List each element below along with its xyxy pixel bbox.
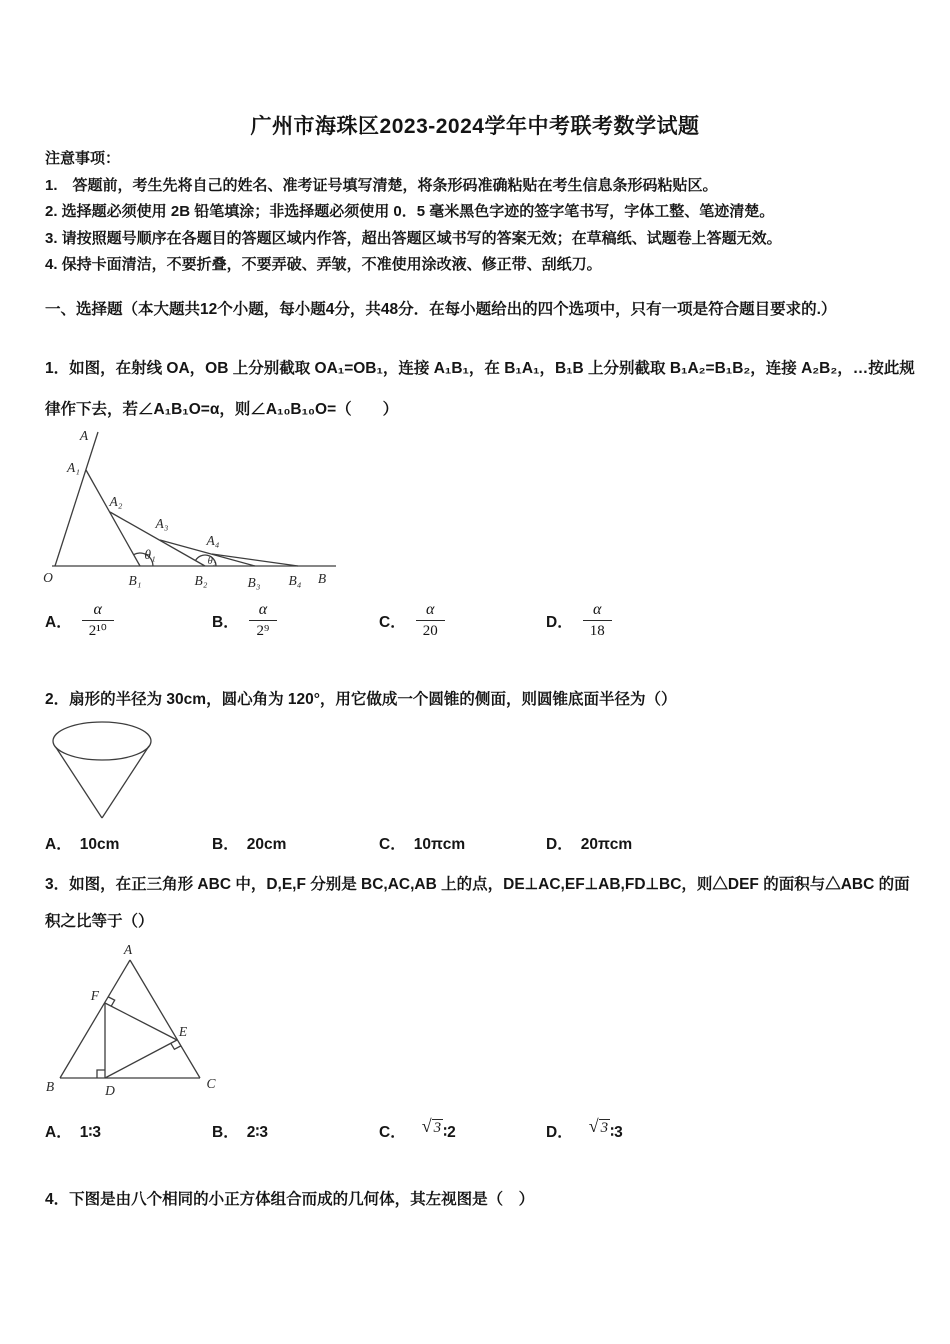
radical-sign: √ [421,1116,432,1136]
page-title: 广州市海珠区2023-2024学年中考联考数学试题 [250,115,700,138]
fig3-label-B: B [45,1079,55,1094]
option-text: 20cm [246,836,287,853]
q2-option-d [546,832,632,854]
question2-text: 2．扇形的半径为 30cm，圆心角为 120°，用它做成一个圆锥的侧面，则圆锥底面半径为（） [45,691,677,708]
question3-figure [30,930,240,1108]
notice-section [45,146,915,279]
notice-item-1: 1. 答题前，考生先将自己的姓名、准考证号填写清楚，将条形码准确粘贴在考生信息条形码粘贴区。 [45,176,718,194]
question4-text: 4．下图是由八个相同的小正方体组合而成的几何体，其左视图是（ ） [45,1191,535,1208]
fig3-label-A: A [123,942,133,957]
fraction-numerator: α [258,601,268,618]
option-label: D． [546,836,573,853]
q2-option-c [379,832,546,854]
cone-right-side [102,746,149,818]
fraction-numerator: α [426,601,435,618]
option-label: B． [212,1124,239,1141]
question1-figure [40,424,345,602]
fig1-label-theta1: θ₁ [144,547,156,562]
radicand: 3 [600,1120,609,1136]
radicand: 3 [433,1120,442,1136]
question3-options [45,1116,745,1142]
option-text: 10cm [79,836,120,853]
option-label: B． [212,836,239,853]
notice-item-4: 4. 保持卡面清洁，不要折叠，不要弄破、弄皱，不准使用涂改液、修正带、刮纸刀。 [45,256,602,273]
fraction [249,600,277,641]
question2-options [45,832,745,854]
option-label: C． [379,836,406,853]
notice-item-3: 3. 请按照题号顺序在各题目的答题区域内作答，超出答题区域书写的答案无效；在草稿纸、试题卷上答题无效。 [45,229,782,247]
option-label: D． [546,1124,573,1141]
question3-text: 3．如图，在正三角形 ABC 中，D,E,F 分别是 BC,AC,AB 上的点，DE⊥AC,EF⊥AB,FD⊥BC，则△DEF 的面积与△ABC 的面积之比等于（） [45,876,910,930]
q1-option-b [212,600,379,641]
fraction [416,600,445,641]
fig1-label-theta2: θ₂ [207,556,217,567]
fraction-numerator: α [93,601,102,618]
fraction-numerator: α [593,601,602,618]
ray-OA [55,432,98,566]
notice-item-2: 2. 选择题必须使用 2B 铅笔填涂；非选择题必须使用 0．5 毫米黑色字迹的签字笔书写，字体工整、笔迹清楚。 [45,203,775,220]
option-label: C． [379,1124,406,1141]
fig3-label-E: E [178,1024,188,1039]
fig1-label-A: A [79,428,89,443]
option-text: 2∶3 [246,1124,268,1141]
fig1-label-A3: A₃ [155,516,169,531]
right-angle-mark-D [97,1070,105,1078]
q2-option-b [212,832,379,854]
fig1-label-A1: A₁ [67,460,80,475]
cone-top-ellipse [53,722,151,760]
fig3-label-F: F [90,988,99,1003]
q2-option-a [45,832,212,854]
fig1-label-B4: B₄ [288,573,302,588]
option-text: 1∶3 [79,1124,101,1141]
option-text: 20πcm [580,836,633,853]
fig3-label-D: D [105,1083,115,1098]
option-label: B． [212,613,239,631]
q3-option-a [45,1120,212,1142]
q1-option-a [45,600,212,641]
fraction [583,600,612,641]
fig1-label-O: O [43,570,53,585]
option-label: D． [546,613,573,631]
q3-option-d [546,1116,623,1142]
q3-option-c [379,1116,546,1142]
question1-options [45,600,745,641]
fig1-label-B3: B₃ [247,575,261,590]
option-label: C． [379,613,406,631]
side-CA [130,960,200,1078]
fraction-denominator: 18 [583,620,612,641]
q3-option-b [212,1120,379,1142]
right-angle-mark-E [171,1043,181,1049]
option-text-after: ∶3 [610,1124,623,1141]
side-AB [60,960,130,1078]
question1-text: 1．如图，在射线 OA，OB 上分别截取 OA₁=OB₁，连接 A₁B₁，在 B₁A₁，B₁B 上分别截取 B₁A₂=B₁B₂，连接 A₂B₂，…按此规律作下去，若∠A₁B₁O=α，则∠A₁₀B₁₀O=（ ） [45,360,915,418]
fraction-denominator: 20 [416,620,445,641]
fig3-label-C: C [206,1076,216,1091]
q1-option-c [379,600,546,641]
option-label: A． [45,613,72,631]
option-text-after: ∶2 [443,1124,456,1141]
segment-DE [105,1040,177,1078]
fig1-label-A2: A₂ [109,494,123,509]
radical-sign: √ [588,1116,599,1136]
fig1-label-B1: B₁ [128,573,142,588]
segment-A1B1 [86,470,140,566]
option-label: A． [45,836,72,853]
segment-A4B4 [212,554,298,566]
question2-figure [42,714,247,840]
fig1-label-B: B [317,571,327,586]
section1-heading: 一、选择题（本大题共12个小题，每小题4分，共48分．在每小题给出的四个选项中，只有一项是符合题目要求的.） [45,301,837,318]
fraction-denominator: 2¹⁰ [82,620,114,641]
fig1-label-A4: A₄ [206,533,220,548]
option-text: 10πcm [413,836,466,853]
option-label: A． [45,1124,72,1141]
notice-heading: 注意事项： [45,150,121,167]
fraction [82,600,114,641]
fraction-denominator: 2⁹ [249,620,277,641]
fig1-label-B2: B₂ [194,573,208,588]
q1-option-d [546,600,612,641]
